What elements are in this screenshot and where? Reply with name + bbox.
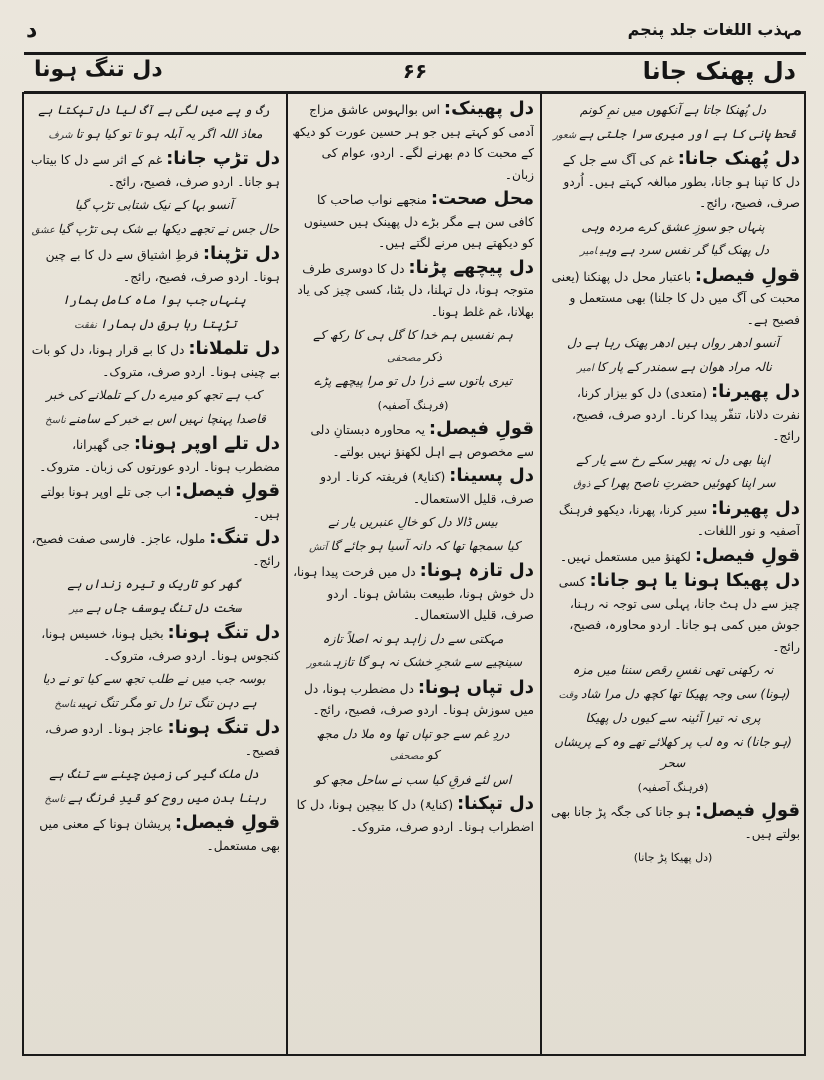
verse-text: آنسو ادھر رواں ہیں ادھر پھنک رہا ہے دل [567,336,779,350]
verse-line [546,473,800,496]
definition: دل مضطرب ہونا، دل میں سوزش ہونا۔ اردو صرف، فصیح، رائج۔ [303,681,534,717]
verse-text: پنہاں جب ہوا ماہ کامل ہمارا [62,293,246,307]
poet-name: شرف [48,129,73,141]
verse-text: ہے دہن تنگ ترا دل تو مگر تنگ نہیں [78,695,257,710]
headword: دل پھینک: [443,98,534,119]
dictionary-entry [28,622,280,667]
poet-name: عشق [31,224,55,236]
dictionary-entry [28,243,280,288]
column-left [28,98,280,1050]
verse-line [292,629,534,651]
reference-note: (فرہنگ آصفیہ) [637,780,709,794]
verse-line [28,195,280,217]
dictionary-entry [292,257,534,324]
verse-text: نہ رکھنی تھی نفسِ رقص سننا میں مزہ [572,663,774,677]
definition: (کنایۃً) دل کا بیچین ہونا، دل کا اضطراب ہونا۔ اردو صرف، متروک۔ [296,798,534,834]
headword: دل پسینا: [449,465,534,486]
verse-text: دل پھنک گیا گر نفس سرد ہے وہی [599,243,770,257]
verse-text: قحط پانی کا ہے اور میری سرا جلتی ہے [579,126,796,141]
dictionary-entry [546,148,800,215]
page-header [24,52,806,93]
running-head [26,20,802,46]
verse-line [28,409,280,432]
verse-line [546,124,800,147]
definition: ہو جانا کی جگہ پڑ جانا بھی بولتے ہیں۔ [550,805,800,841]
verse-text: مہکتی سے دل زاہد ہو نہ اصلاً تازہ [322,631,504,646]
dictionary-entry [546,498,800,543]
dictionary-entry [28,812,280,857]
dictionary-entry [28,717,280,762]
verse-line [28,764,280,786]
definition: یہ محاورہ دبستانِ دلی سے مخصوص ہے اہل لکھنؤ نہیں بولتے۔ [310,423,534,459]
dictionary-entry [292,677,534,722]
verse-text: رہنا بدن میں روح کو قیدِ فرنگ ہے [68,790,267,805]
dictionary-entry [546,265,800,332]
definition: ملول، عاجز۔ فارسی صفت فصیح، رائج۔ [31,532,280,568]
headword: قولِ فیصل: [428,418,534,439]
poet-name: ناسخ [54,698,76,710]
headword: دل پیچھے پڑنا: [408,256,534,278]
verse-text: اپنا بھی دل نہ پھیر سکے رخ سے یار کے [576,452,770,467]
definition: باعتبار محل دل پھنکنا (یعنی محبت کی آگ میں دل کا جلنا) بھی مستعمل و فصیح ہے۔ [551,269,800,327]
headword: قولِ فیصل: [174,812,280,833]
definition: فرطِ اشتیاق سے دل کا بے چین ہونا۔ اردو صرف، فصیح، رائج۔ [45,248,280,284]
verse-line [28,788,280,811]
headword: دل تپکنا: [456,793,534,814]
definition: (کنایۃً) فریفتہ کرنا۔ اردو صرف، قلیل الاستعمال۔ [320,470,534,506]
verse-text: تڑپتا رہا برق دل ہمارا [99,316,237,331]
definition: سیر کرنا، پھرنا، دیکھو فرہنگ آصفیہ و نور اللغات۔ [558,502,800,538]
verse-text: سخت دل تنگ یوسف جاں ہے [86,600,242,615]
headword: محل صحت: [430,188,534,209]
headword: قولِ فیصل: [694,544,800,566]
verse-line [28,693,280,716]
section-letter: د [26,18,38,43]
last-headword: دل تنگ ہونا [34,57,163,82]
verse-text: دردِ غم سے جو تپاں تھا وہ ملا دل مجھ کو [316,726,510,762]
column-divider [540,92,542,1056]
verse-line [292,770,534,792]
definition: اب جی تلے اوپر ہونا بولتے ہیں۔ [40,485,280,521]
verse-text: حال جس نے تجھے دیکھا بے شک ہی تڑپ گیا [58,221,280,236]
definition: بخیل ہونا، خسیس ہونا، کنجوس ہونا۔ اردو صرف، متروک۔ [41,627,280,663]
verse-text: بوسہ جب میں نے طلب تجھ سے کیا تو نے دیا [42,672,266,686]
verse-text: رگ و پے میں لگی ہے آگ لیا دل تپکتا ہے [38,103,270,117]
verse-line [28,314,280,337]
headword: دل پھیرنا: [710,381,800,402]
poet-name: مصحفی [387,352,421,364]
poet-name: میر [69,603,84,615]
verse-line [28,669,280,691]
dictionary-entry [546,381,800,448]
verse-text: تیری باتوں سے ذرا دل تو مرا پیچھے پڑے [314,374,512,388]
definition: غم کے اثر سے دل کا بیتاب ہو جانا۔ اردو صرف، فصیح، رائج۔ [30,153,280,189]
definition: دل میں فرحت پیدا ہونا، دل خوش ہونا، طبیعت بشاش ہونا۔ اردو صرف، قلیل الاستعمال۔ [293,565,534,622]
poet-name: وقت [558,689,578,701]
reference-note: (فرہنگ آصفیہ) [377,398,449,412]
headword: دل تڑپ جانا: [166,148,280,169]
verse-line [546,357,800,380]
definition: عاجز ہونا۔ اردو صرف، فصیح۔ [44,722,280,758]
verse-line [28,598,280,621]
verse-text: پنہاں جو سوزِ عشق کرے مردہ وہی [581,219,765,234]
dictionary-entry [292,418,534,463]
verse-text: سینچیے سے شجرِ خشک نہ ہو گا تازہ [333,655,523,669]
dictionary-entry [28,527,280,572]
headword: قولِ فیصل: [174,480,280,501]
verse-line [28,100,280,122]
verse-text: اس لئے فرقِ کیا سب نے ساحل مجھ کو [314,772,512,787]
verse-line [546,100,800,122]
dictionary-entry [546,800,800,845]
dictionary-entry [292,98,534,186]
poet-name: امیر [577,362,594,374]
definition: (متعدی) دل کو بیزار کرنا، نفرت دلانا، تنفّر پیدا کرنا۔ اردو صرف، فصیح، رائج۔ [572,386,800,443]
verse-text: (ہونا) سی وجہ پھیکا تھا کچھ دل مرا شاد [580,686,791,701]
headword: دل تنگ ہونا: [167,622,280,643]
verse-text: بیس ڈالا دل کو خالِ عنبریں یار نے [328,515,498,529]
definition: جی گھبرانا، مضطرب ہونا۔ اردو عورتوں کی زبان۔ متروک۔ [39,438,280,474]
verse-line [546,684,800,707]
dictionary-entry [28,148,280,193]
headword: دل تازہ ہونا: [419,560,534,581]
headword: دل تپاں ہونا: [417,676,534,698]
headword: دل تنگ ہونا: [167,717,280,738]
verse-line [292,652,534,675]
verse-text: نالہ مراد ھوان ہے سمندر کے پار کا [596,359,772,374]
verse-line [292,325,534,369]
verse-text: معاذ اللہ اگر یہ آبلہ ہو تا تو کیا ہو تا [75,126,263,141]
dictionary-entry [292,465,534,510]
definition: غم کی آگ سے جل کے دل کا تپنا ہو جانا، بطور مبالغہ کہتے ہیں۔ اُردو صرف، فصیح، رائج۔ [562,153,800,210]
verse-line [546,217,800,239]
headword: قولِ فیصل: [694,264,800,286]
verse-text: دل ملک گیر کی زمین چینے سے تنگ ہے [49,767,259,781]
verse-text: دل پُھنکا جاتا ہے آنکھوں میں نمِ کونم [579,103,767,117]
verse-line [292,371,534,393]
poet-name: آتش [309,541,328,553]
dictionary-entry [28,480,280,525]
reference-note: (دل پھیکا پڑ جانا) [633,851,713,864]
headword: قولِ فیصل: [694,800,800,821]
verse-text: سر اپنا کھوئیں حضرتِ ناصح پھرا کے [593,476,776,490]
headword: دل پُھنک جانا: [677,148,800,169]
verse-line [292,512,534,534]
column-divider [286,92,288,1056]
headword: دل تلملانا: [188,338,280,359]
verse-text: کیا سمجھا تھا کہ دانہ آسیا ہو جائے گا [330,538,520,553]
dictionary-entry [28,338,280,383]
definition: منجھے نواب صاحب کا کافی سن ہے مگر بڑے دل پھینک ہیں حسینوں کو دیکھتے ہیں مرنے لگتے ہیں۔ [303,193,534,250]
poet-name: ناسخ [45,414,66,426]
page-number: ۶۶ [402,59,428,83]
definition: دل کا دوسری طرف متوجہ ہونا، دل تہلنا، دل بٹنا، کسی چیز کی یاد بھلانا، غم غلط ہونا۔ [297,261,534,319]
dictionary-entry [546,545,800,569]
verse-text: آنسو بہا کے نیک شتابی تڑپ گیا [74,198,234,212]
verse-line [292,724,534,768]
verse-text: ہم نفسیں ہم خدا کا گل ہی کا رکھ کے ذکر [313,328,513,364]
book-title: مہذب اللغات جلد پنجم [627,20,802,39]
dictionary-entry [546,570,800,658]
definition: اس بوالہوس عاشق مزاج آدمی کو کہتے ہیں جو ہر حسین عورت کو دیکھ کے محبت کا دم بھرنے لگے۔ اردو، عوام کی زبان۔ [292,103,534,182]
headword: دل تنگ: [209,527,280,548]
verse-line [292,536,534,559]
dictionary-entry [292,793,534,838]
verse-line [28,219,280,242]
definition: دل کا بے قرار ہونا، دل کو بات بے چینی ہونا۔ اردو صرف، متروک۔ [31,343,280,379]
poet-name: مصحفی [390,751,424,762]
verse-text: قاصدا پہنچا نہیں اس بے خبر کے سامنے [68,411,266,426]
verse-line [28,574,280,596]
poet-name: ناسخ [44,793,66,805]
verse-line [546,333,800,355]
verse-line [28,124,280,147]
headword: دل پھیرنا: [710,497,800,519]
poet-name: شعور [553,129,577,141]
column-right [546,98,800,1050]
verse-line [28,290,280,312]
verse-text: گھر کو تاریک و تیرہ زنداں ہے [67,577,241,591]
poet-name: نفقت [74,319,97,331]
column-middle [292,98,534,1050]
verse-line [546,660,800,682]
headword: دل پھیکا ہونا یا ہو جانا: [589,570,800,591]
verse-line [546,240,800,263]
definition: لکھنؤ میں مستعمل نہیں۔ [560,549,692,564]
first-headword: دل پھنک جانا [642,57,796,85]
dictionary-entry [292,188,534,255]
definition: کسی چیز سے دل ہٹ جانا، پہلی سی توجہ نہ رہنا، جوش میں کمی ہو جانا۔ اردو محاورہ، فصیح، رائج۔ [558,575,800,654]
headword: دل تڑپنا: [202,243,280,264]
poet-name: امیر [579,246,597,257]
poet-name: شعور [306,658,331,669]
verse-line [546,732,800,775]
definition: پریشان ہونا کے معنی میں بھی مستعمل۔ [39,817,280,853]
verse-line [546,708,800,730]
verse-text: پری نہ تیرا آئینہ سے کیوں دل پھیکا [585,711,761,725]
headword: دل تلے اوپر ہونا: [133,433,280,454]
poet-name: ذوق [573,479,591,490]
dictionary-entry [28,433,280,478]
verse-text: (ہو جانا) نہ وہ لب پر کھلائے تھے وہ کے پریشاں سحر [554,734,792,770]
verse-text: کب ہے تجھ کو میرے دل کے تلملانے کی خبر [46,388,262,402]
verse-line [28,385,280,407]
verse-line [546,450,800,472]
dictionary-entry [292,560,534,627]
